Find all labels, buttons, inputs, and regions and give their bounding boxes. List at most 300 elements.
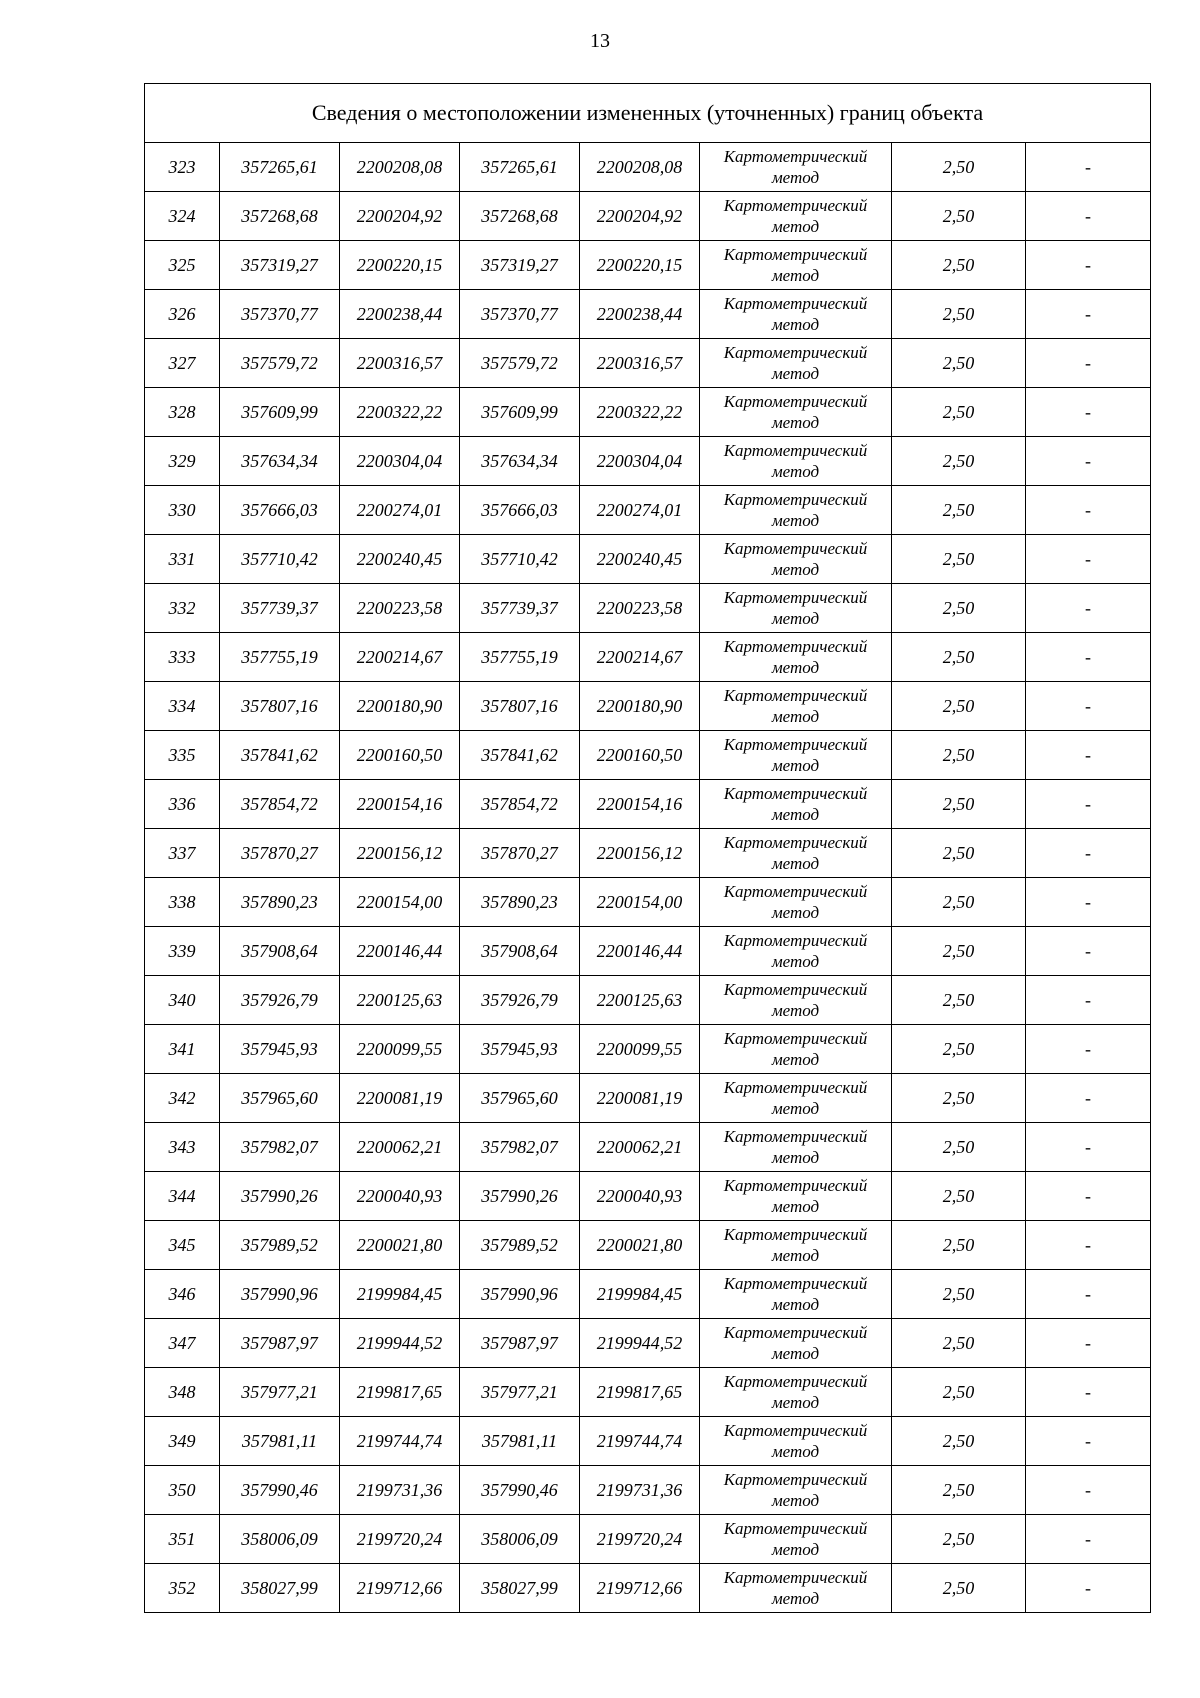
method-line-1: Картометрический (723, 392, 868, 411)
method-line-2: метод (771, 805, 820, 824)
method-line-1: Картометрический (723, 833, 868, 852)
point-number-cell: 334 (145, 682, 220, 731)
accuracy-cell: 2,50 (892, 927, 1026, 976)
method-line-1: Картометрический (723, 1568, 868, 1587)
table-caption-row (145, 84, 1151, 143)
note-cell: - (1026, 976, 1151, 1025)
method-line-2: метод (771, 1344, 820, 1363)
y-refined-cell: 2200146,44 (580, 927, 700, 976)
y-refined-cell: 2200238,44 (580, 290, 700, 339)
x-refined-cell: 358006,09 (460, 1515, 580, 1564)
method-line-1: Картометрический (723, 1029, 868, 1048)
note-cell: - (1026, 1319, 1151, 1368)
method-line-2: метод (771, 266, 820, 285)
x-refined-cell: 357739,37 (460, 584, 580, 633)
x-existing-cell: 357370,77 (220, 290, 340, 339)
x-existing-cell: 357710,42 (220, 535, 340, 584)
method-line-2: метод (771, 952, 820, 971)
table-row (145, 535, 1151, 584)
note-cell: - (1026, 241, 1151, 290)
method-cell (700, 192, 892, 241)
x-existing-cell: 357666,03 (220, 486, 340, 535)
x-refined-cell: 357370,77 (460, 290, 580, 339)
note-cell: - (1026, 486, 1151, 535)
method-line-1: Картометрический (723, 1274, 868, 1293)
x-refined-cell: 357977,21 (460, 1368, 580, 1417)
y-refined-cell: 2200220,15 (580, 241, 700, 290)
point-number-cell: 330 (145, 486, 220, 535)
point-number-cell: 324 (145, 192, 220, 241)
y-existing-cell: 2199720,24 (340, 1515, 460, 1564)
method-line-1: Картометрический (723, 1225, 868, 1244)
y-existing-cell: 2200125,63 (340, 976, 460, 1025)
method-line-2: метод (771, 364, 820, 383)
x-existing-cell: 358027,99 (220, 1564, 340, 1613)
method-line-2: метод (771, 217, 820, 236)
table-row (145, 1074, 1151, 1123)
point-number-cell: 342 (145, 1074, 220, 1123)
x-refined-cell: 357987,97 (460, 1319, 580, 1368)
x-refined-cell: 357926,79 (460, 976, 580, 1025)
y-existing-cell: 2200238,44 (340, 290, 460, 339)
y-refined-cell: 2200180,90 (580, 682, 700, 731)
accuracy-cell: 2,50 (892, 682, 1026, 731)
table-row (145, 241, 1151, 290)
y-refined-cell: 2200274,01 (580, 486, 700, 535)
x-existing-cell: 357987,97 (220, 1319, 340, 1368)
method-line-2: метод (771, 1442, 820, 1461)
method-line-1: Картометрический (723, 1519, 868, 1538)
x-existing-cell: 357807,16 (220, 682, 340, 731)
y-existing-cell: 2199944,52 (340, 1319, 460, 1368)
table-row (145, 1025, 1151, 1074)
note-cell: - (1026, 1074, 1151, 1123)
method-cell (700, 878, 892, 927)
x-refined-cell: 357981,11 (460, 1417, 580, 1466)
table-row (145, 1368, 1151, 1417)
y-refined-cell: 2199731,36 (580, 1466, 700, 1515)
method-cell (700, 829, 892, 878)
x-refined-cell: 357982,07 (460, 1123, 580, 1172)
table-row (145, 486, 1151, 535)
table-row (145, 584, 1151, 633)
method-cell (700, 731, 892, 780)
table-row (145, 388, 1151, 437)
point-number-cell: 336 (145, 780, 220, 829)
method-line-2: метод (771, 1197, 820, 1216)
y-existing-cell: 2200220,15 (340, 241, 460, 290)
y-refined-cell: 2200160,50 (580, 731, 700, 780)
note-cell: - (1026, 1221, 1151, 1270)
accuracy-cell: 2,50 (892, 290, 1026, 339)
point-number-cell: 347 (145, 1319, 220, 1368)
point-number-cell: 332 (145, 584, 220, 633)
point-number-cell: 339 (145, 927, 220, 976)
x-existing-cell: 357841,62 (220, 731, 340, 780)
accuracy-cell: 2,50 (892, 241, 1026, 290)
x-refined-cell: 357268,68 (460, 192, 580, 241)
note-cell: - (1026, 339, 1151, 388)
method-cell (700, 1270, 892, 1319)
x-refined-cell: 357870,27 (460, 829, 580, 878)
method-cell (700, 1564, 892, 1613)
x-refined-cell: 357609,99 (460, 388, 580, 437)
method-line-2: метод (771, 1099, 820, 1118)
method-line-1: Картометрический (723, 294, 868, 313)
table-body (145, 143, 1151, 1613)
accuracy-cell: 2,50 (892, 1564, 1026, 1613)
method-line-1: Картометрический (723, 980, 868, 999)
x-refined-cell: 357990,26 (460, 1172, 580, 1221)
point-number-cell: 333 (145, 633, 220, 682)
method-line-2: метод (771, 1589, 820, 1608)
table-row (145, 339, 1151, 388)
y-existing-cell: 2200316,57 (340, 339, 460, 388)
point-number-cell: 345 (145, 1221, 220, 1270)
method-line-1: Картометрический (723, 147, 868, 166)
method-line-1: Картометрический (723, 1372, 868, 1391)
method-cell (700, 1466, 892, 1515)
x-existing-cell: 357977,21 (220, 1368, 340, 1417)
note-cell: - (1026, 1025, 1151, 1074)
method-line-2: метод (771, 462, 820, 481)
note-cell: - (1026, 1172, 1151, 1221)
note-cell: - (1026, 290, 1151, 339)
point-number-cell: 344 (145, 1172, 220, 1221)
accuracy-cell: 2,50 (892, 192, 1026, 241)
method-cell (700, 1417, 892, 1466)
note-cell: - (1026, 388, 1151, 437)
note-cell: - (1026, 1417, 1151, 1466)
method-line-1: Картометрический (723, 686, 868, 705)
method-cell (700, 780, 892, 829)
accuracy-cell: 2,50 (892, 1515, 1026, 1564)
point-number-cell: 340 (145, 976, 220, 1025)
x-refined-cell: 357989,52 (460, 1221, 580, 1270)
point-number-cell: 351 (145, 1515, 220, 1564)
x-refined-cell: 357965,60 (460, 1074, 580, 1123)
method-line-2: метод (771, 413, 820, 432)
point-number-cell: 349 (145, 1417, 220, 1466)
point-number-cell: 350 (145, 1466, 220, 1515)
point-number-cell: 323 (145, 143, 220, 192)
point-number-cell: 329 (145, 437, 220, 486)
method-line-1: Картометрический (723, 539, 868, 558)
accuracy-cell: 2,50 (892, 780, 1026, 829)
table-row (145, 1515, 1151, 1564)
note-cell: - (1026, 829, 1151, 878)
note-cell: - (1026, 1466, 1151, 1515)
method-line-2: метод (771, 1050, 820, 1069)
method-line-2: метод (771, 658, 820, 677)
x-existing-cell: 357854,72 (220, 780, 340, 829)
method-line-2: метод (771, 1491, 820, 1510)
note-cell: - (1026, 535, 1151, 584)
table-row (145, 731, 1151, 780)
table-row (145, 290, 1151, 339)
y-refined-cell: 2199817,65 (580, 1368, 700, 1417)
table-row (145, 1123, 1151, 1172)
method-cell (700, 290, 892, 339)
accuracy-cell: 2,50 (892, 1270, 1026, 1319)
method-line-1: Картометрический (723, 637, 868, 656)
table-row (145, 829, 1151, 878)
note-cell: - (1026, 1270, 1151, 1319)
x-refined-cell: 357990,96 (460, 1270, 580, 1319)
x-existing-cell: 357755,19 (220, 633, 340, 682)
y-refined-cell: 2199984,45 (580, 1270, 700, 1319)
y-refined-cell: 2199944,52 (580, 1319, 700, 1368)
x-refined-cell: 357990,46 (460, 1466, 580, 1515)
accuracy-cell: 2,50 (892, 1025, 1026, 1074)
method-line-1: Картометрический (723, 735, 868, 754)
x-existing-cell: 357989,52 (220, 1221, 340, 1270)
point-number-cell: 341 (145, 1025, 220, 1074)
table-row (145, 143, 1151, 192)
method-line-2: метод (771, 315, 820, 334)
method-line-1: Картометрический (723, 882, 868, 901)
table-row (145, 1564, 1151, 1613)
method-line-1: Картометрический (723, 1323, 868, 1342)
accuracy-cell: 2,50 (892, 143, 1026, 192)
accuracy-cell: 2,50 (892, 731, 1026, 780)
accuracy-cell: 2,50 (892, 1074, 1026, 1123)
y-refined-cell: 2200208,08 (580, 143, 700, 192)
x-refined-cell: 357841,62 (460, 731, 580, 780)
coordinates-table (144, 83, 1151, 1613)
method-cell (700, 535, 892, 584)
method-cell (700, 976, 892, 1025)
y-existing-cell: 2200322,22 (340, 388, 460, 437)
note-cell: - (1026, 1515, 1151, 1564)
accuracy-cell: 2,50 (892, 1319, 1026, 1368)
note-cell: - (1026, 437, 1151, 486)
accuracy-cell: 2,50 (892, 1417, 1026, 1466)
x-existing-cell: 357870,27 (220, 829, 340, 878)
y-existing-cell: 2200223,58 (340, 584, 460, 633)
method-line-2: метод (771, 560, 820, 579)
point-number-cell: 335 (145, 731, 220, 780)
y-refined-cell: 2199744,74 (580, 1417, 700, 1466)
note-cell: - (1026, 192, 1151, 241)
x-existing-cell: 357319,27 (220, 241, 340, 290)
method-line-2: метод (771, 1148, 820, 1167)
point-number-cell: 348 (145, 1368, 220, 1417)
x-existing-cell: 357739,37 (220, 584, 340, 633)
y-refined-cell: 2200156,12 (580, 829, 700, 878)
method-cell (700, 1172, 892, 1221)
method-line-1: Картометрический (723, 490, 868, 509)
x-existing-cell: 357990,26 (220, 1172, 340, 1221)
x-existing-cell: 357926,79 (220, 976, 340, 1025)
y-existing-cell: 2200081,19 (340, 1074, 460, 1123)
method-cell (700, 143, 892, 192)
note-cell: - (1026, 780, 1151, 829)
method-line-1: Картометрический (723, 441, 868, 460)
x-refined-cell: 357579,72 (460, 339, 580, 388)
table-row (145, 1172, 1151, 1221)
note-cell: - (1026, 1123, 1151, 1172)
accuracy-cell: 2,50 (892, 878, 1026, 927)
accuracy-cell: 2,50 (892, 1466, 1026, 1515)
note-cell: - (1026, 584, 1151, 633)
table-row (145, 192, 1151, 241)
table-row (145, 633, 1151, 682)
x-existing-cell: 357990,96 (220, 1270, 340, 1319)
point-number-cell: 338 (145, 878, 220, 927)
x-existing-cell: 357890,23 (220, 878, 340, 927)
accuracy-cell: 2,50 (892, 1172, 1026, 1221)
x-refined-cell: 357908,64 (460, 927, 580, 976)
point-number-cell: 325 (145, 241, 220, 290)
method-cell (700, 584, 892, 633)
method-cell (700, 486, 892, 535)
y-existing-cell: 2200021,80 (340, 1221, 460, 1270)
y-refined-cell: 2200154,16 (580, 780, 700, 829)
method-cell (700, 1368, 892, 1417)
method-line-2: метод (771, 1001, 820, 1020)
point-number-cell: 328 (145, 388, 220, 437)
y-refined-cell: 2199712,66 (580, 1564, 700, 1613)
method-cell (700, 1221, 892, 1270)
method-cell (700, 241, 892, 290)
method-line-2: метод (771, 707, 820, 726)
table-row (145, 682, 1151, 731)
y-existing-cell: 2200160,50 (340, 731, 460, 780)
method-cell (700, 1074, 892, 1123)
x-existing-cell: 357265,61 (220, 143, 340, 192)
method-line-2: метод (771, 1393, 820, 1412)
table-row (145, 1221, 1151, 1270)
method-cell (700, 1123, 892, 1172)
point-number-cell: 327 (145, 339, 220, 388)
method-line-2: метод (771, 854, 820, 873)
y-existing-cell: 2200146,44 (340, 927, 460, 976)
x-refined-cell: 357710,42 (460, 535, 580, 584)
point-number-cell: 343 (145, 1123, 220, 1172)
method-line-1: Картометрический (723, 196, 868, 215)
y-existing-cell: 2200154,00 (340, 878, 460, 927)
accuracy-cell: 2,50 (892, 437, 1026, 486)
y-refined-cell: 2200214,67 (580, 633, 700, 682)
method-line-2: метод (771, 511, 820, 530)
method-line-1: Картометрический (723, 1127, 868, 1146)
table-caption: Сведения о местоположении измененных (уточненных) границ объекта (145, 84, 1151, 143)
method-line-1: Картометрический (723, 245, 868, 264)
x-existing-cell: 357268,68 (220, 192, 340, 241)
accuracy-cell: 2,50 (892, 976, 1026, 1025)
accuracy-cell: 2,50 (892, 388, 1026, 437)
x-existing-cell: 357981,11 (220, 1417, 340, 1466)
method-line-1: Картометрический (723, 1470, 868, 1489)
y-existing-cell: 2199817,65 (340, 1368, 460, 1417)
point-number-cell: 337 (145, 829, 220, 878)
method-cell (700, 437, 892, 486)
accuracy-cell: 2,50 (892, 1221, 1026, 1270)
method-cell (700, 1319, 892, 1368)
y-existing-cell: 2200099,55 (340, 1025, 460, 1074)
table-row (145, 878, 1151, 927)
method-line-1: Картометрический (723, 343, 868, 362)
y-existing-cell: 2199744,74 (340, 1417, 460, 1466)
y-refined-cell: 2200322,22 (580, 388, 700, 437)
y-refined-cell: 2200304,04 (580, 437, 700, 486)
accuracy-cell: 2,50 (892, 486, 1026, 535)
x-refined-cell: 357807,16 (460, 682, 580, 731)
note-cell: - (1026, 682, 1151, 731)
y-refined-cell: 2200021,80 (580, 1221, 700, 1270)
x-existing-cell: 357609,99 (220, 388, 340, 437)
y-existing-cell: 2199731,36 (340, 1466, 460, 1515)
y-existing-cell: 2200156,12 (340, 829, 460, 878)
y-refined-cell: 2200240,45 (580, 535, 700, 584)
accuracy-cell: 2,50 (892, 584, 1026, 633)
note-cell: - (1026, 143, 1151, 192)
y-existing-cell: 2199712,66 (340, 1564, 460, 1613)
x-existing-cell: 357579,72 (220, 339, 340, 388)
y-existing-cell: 2200274,01 (340, 486, 460, 535)
x-existing-cell: 358006,09 (220, 1515, 340, 1564)
table-row (145, 1417, 1151, 1466)
x-refined-cell: 358027,99 (460, 1564, 580, 1613)
table-row (145, 1319, 1151, 1368)
accuracy-cell: 2,50 (892, 829, 1026, 878)
method-line-1: Картометрический (723, 931, 868, 950)
y-refined-cell: 2200099,55 (580, 1025, 700, 1074)
x-refined-cell: 357945,93 (460, 1025, 580, 1074)
point-number-cell: 326 (145, 290, 220, 339)
point-number-cell: 331 (145, 535, 220, 584)
method-cell (700, 633, 892, 682)
x-refined-cell: 357890,23 (460, 878, 580, 927)
y-refined-cell: 2200204,92 (580, 192, 700, 241)
y-refined-cell: 2200081,19 (580, 1074, 700, 1123)
y-existing-cell: 2200304,04 (340, 437, 460, 486)
x-refined-cell: 357666,03 (460, 486, 580, 535)
method-line-1: Картометрический (723, 784, 868, 803)
y-existing-cell: 2200040,93 (340, 1172, 460, 1221)
y-refined-cell: 2199720,24 (580, 1515, 700, 1564)
method-line-1: Картометрический (723, 1421, 868, 1440)
y-existing-cell: 2200180,90 (340, 682, 460, 731)
method-cell (700, 1515, 892, 1564)
table-row (145, 437, 1151, 486)
method-line-2: метод (771, 168, 820, 187)
method-cell (700, 388, 892, 437)
method-line-2: метод (771, 1295, 820, 1314)
method-cell (700, 339, 892, 388)
y-existing-cell: 2200240,45 (340, 535, 460, 584)
method-line-2: метод (771, 903, 820, 922)
method-line-2: метод (771, 1246, 820, 1265)
table-row (145, 1270, 1151, 1319)
x-refined-cell: 357265,61 (460, 143, 580, 192)
point-number-cell: 346 (145, 1270, 220, 1319)
y-existing-cell: 2200208,08 (340, 143, 460, 192)
table-row (145, 927, 1151, 976)
note-cell: - (1026, 1564, 1151, 1613)
method-line-1: Картометрический (723, 1176, 868, 1195)
y-refined-cell: 2200040,93 (580, 1172, 700, 1221)
page-number: 13 (590, 30, 610, 52)
y-refined-cell: 2200125,63 (580, 976, 700, 1025)
note-cell: - (1026, 731, 1151, 780)
point-number-cell: 352 (145, 1564, 220, 1613)
x-refined-cell: 357634,34 (460, 437, 580, 486)
method-cell (700, 1025, 892, 1074)
y-existing-cell: 2200154,16 (340, 780, 460, 829)
y-refined-cell: 2200223,58 (580, 584, 700, 633)
